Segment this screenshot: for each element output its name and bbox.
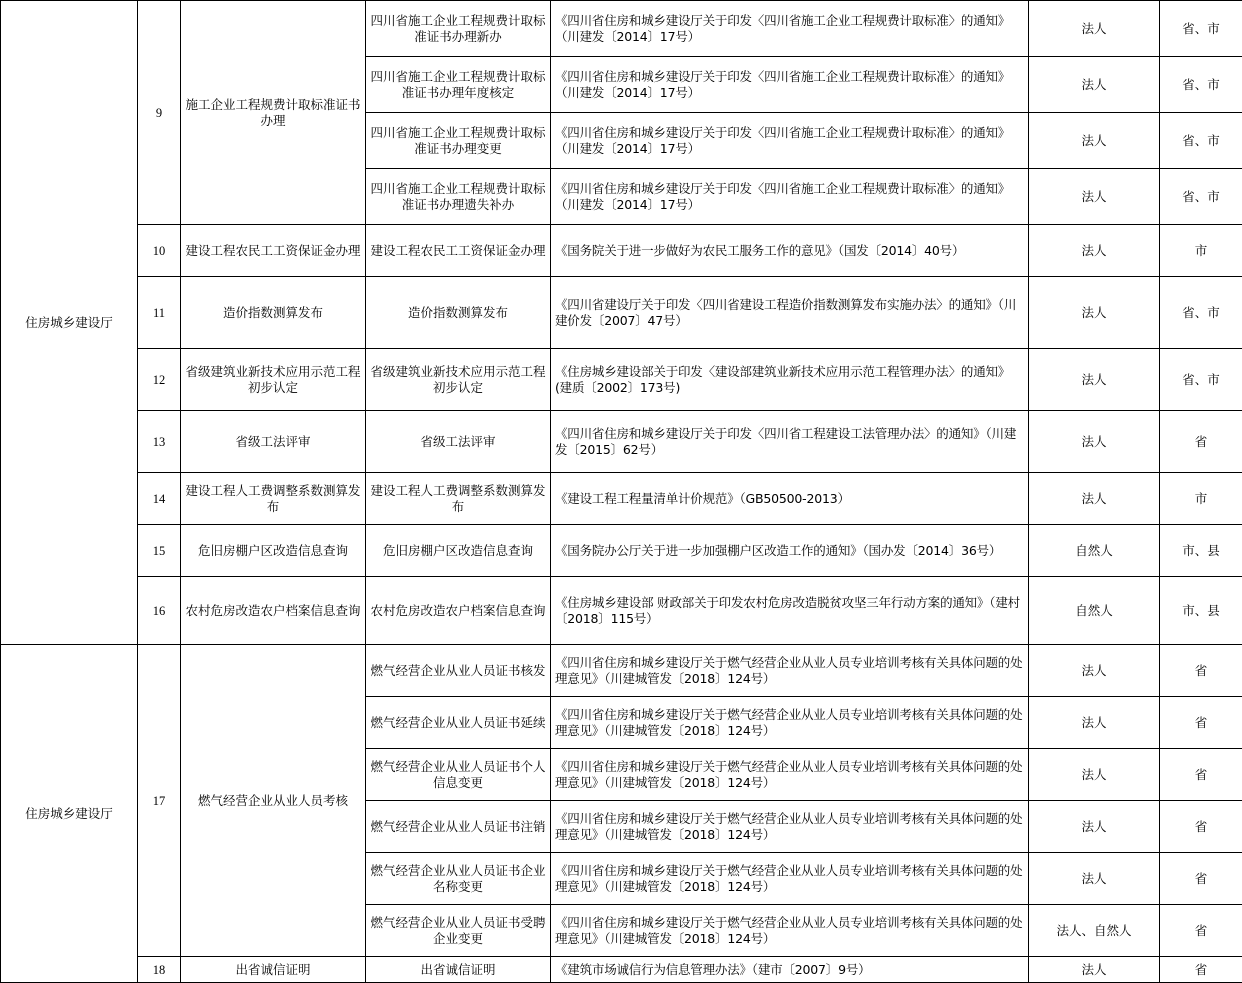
item-name: 建设工程人工费调整系数测算发布 — [181, 473, 366, 525]
table-row — [1, 1, 1242, 57]
item-name: 出省诚信证明 — [181, 957, 366, 983]
item-number: 14 — [138, 473, 181, 525]
service-level: 省 — [1160, 905, 1242, 957]
sub-item-name: 四川省施工企业工程规费计取标准证书办理变更 — [366, 113, 551, 169]
service-level: 省、市 — [1160, 113, 1242, 169]
item-number: 13 — [138, 411, 181, 473]
legal-basis: 《四川省住房和城乡建设厅关于燃气经营企业从业人员专业培训考核有关具体问题的处理意见》（川建城管发〔2018〕124号） — [551, 801, 1029, 853]
table-row — [1, 473, 1242, 525]
department-cell: 住房城乡建设厅 — [1, 1, 138, 645]
sub-item-name: 燃气经营企业从业人员证书延续 — [366, 697, 551, 749]
legal-basis: 《四川省住房和城乡建设厅关于印发〈四川省施工企业工程规费计取标准〉的通知》（川建发〔2014〕17号） — [551, 1, 1029, 57]
table-row — [1, 957, 1242, 983]
legal-basis: 《四川省住房和城乡建设厅关于燃气经营企业从业人员专业培训考核有关具体问题的处理意见》（川建城管发〔2018〕124号） — [551, 697, 1029, 749]
service-level: 省、市 — [1160, 277, 1242, 349]
legal-basis: 《住房城乡建设部 财政部关于印发农村危房改造脱贫攻坚三年行动方案的通知》（建村〔2018〕115号） — [551, 577, 1029, 645]
service-level: 省 — [1160, 645, 1242, 697]
legal-basis: 《建筑市场诚信行为信息管理办法》（建市〔2007〕9号） — [551, 957, 1029, 983]
item-name: 危旧房棚户区改造信息查询 — [181, 525, 366, 577]
sub-item-name: 四川省施工企业工程规费计取标准证书办理遗失补办 — [366, 169, 551, 225]
sub-item-name: 造价指数测算发布 — [366, 277, 551, 349]
sub-item-name: 建设工程农民工工资保证金办理 — [366, 225, 551, 277]
sub-item-name: 燃气经营企业从业人员证书企业名称变更 — [366, 853, 551, 905]
service-object: 法人 — [1029, 113, 1160, 169]
service-object: 法人 — [1029, 57, 1160, 113]
service-level: 省 — [1160, 749, 1242, 801]
legal-basis: 《四川省住房和城乡建设厅关于印发〈四川省施工企业工程规费计取标准〉的通知》（川建发〔2014〕17号） — [551, 57, 1029, 113]
item-name: 燃气经营企业从业人员考核 — [181, 645, 366, 957]
sub-item-name: 四川省施工企业工程规费计取标准证书办理新办 — [366, 1, 551, 57]
legal-basis: 《四川省住房和城乡建设厅关于燃气经营企业从业人员专业培训考核有关具体问题的处理意见》（川建城管发〔2018〕124号） — [551, 905, 1029, 957]
item-name: 农村危房改造农户档案信息查询 — [181, 577, 366, 645]
item-name: 省级建筑业新技术应用示范工程初步认定 — [181, 349, 366, 411]
service-level: 省、市 — [1160, 1, 1242, 57]
sub-item-name: 危旧房棚户区改造信息查询 — [366, 525, 551, 577]
service-object: 自然人 — [1029, 525, 1160, 577]
service-object: 法人 — [1029, 749, 1160, 801]
table-row — [1, 277, 1242, 349]
service-object: 法人 — [1029, 645, 1160, 697]
department-cell: 住房城乡建设厅 — [1, 645, 138, 983]
sub-item-name: 建设工程人工费调整系数测算发布 — [366, 473, 551, 525]
service-level: 省、市 — [1160, 169, 1242, 225]
item-name: 建设工程农民工工资保证金办理 — [181, 225, 366, 277]
legal-basis: 《国务院办公厅关于进一步加强棚户区改造工作的通知》（国办发〔2014〕36号） — [551, 525, 1029, 577]
service-level: 省 — [1160, 801, 1242, 853]
legal-basis: 《四川省住房和城乡建设厅关于燃气经营企业从业人员专业培训考核有关具体问题的处理意见》（川建城管发〔2018〕124号） — [551, 749, 1029, 801]
service-level: 省 — [1160, 957, 1242, 983]
service-object: 法人 — [1029, 697, 1160, 749]
table-row — [1, 349, 1242, 411]
legal-basis: 《四川省住房和城乡建设厅关于印发〈四川省工程建设工法管理办法〉的通知》（川建发〔2015〕62号） — [551, 411, 1029, 473]
legal-basis: 《四川省建设厅关于印发〈四川省建设工程造价指数测算发布实施办法〉的通知》（川建价发〔2007〕47号） — [551, 277, 1029, 349]
legal-basis: 《国务院关于进一步做好为农民工服务工作的意见》（国发〔2014〕40号） — [551, 225, 1029, 277]
service-object: 法人 — [1029, 853, 1160, 905]
item-number: 11 — [138, 277, 181, 349]
item-name: 省级工法评审 — [181, 411, 366, 473]
service-level: 市 — [1160, 225, 1242, 277]
sub-item-name: 燃气经营企业从业人员证书受聘企业变更 — [366, 905, 551, 957]
service-level: 市、县 — [1160, 525, 1242, 577]
item-number: 17 — [138, 645, 181, 957]
service-object: 法人 — [1029, 473, 1160, 525]
service-level: 省、市 — [1160, 57, 1242, 113]
item-name: 造价指数测算发布 — [181, 277, 366, 349]
table-row — [1, 525, 1242, 577]
table-row — [1, 645, 1242, 697]
legal-basis: 《四川省住房和城乡建设厅关于印发〈四川省施工企业工程规费计取标准〉的通知》（川建发〔2014〕17号） — [551, 113, 1029, 169]
service-object: 法人 — [1029, 1, 1160, 57]
item-number: 9 — [138, 1, 181, 225]
item-number: 18 — [138, 957, 181, 983]
service-object: 法人 — [1029, 225, 1160, 277]
service-level: 市、县 — [1160, 577, 1242, 645]
table-row — [1, 411, 1242, 473]
item-name: 施工企业工程规费计取标准证书办理 — [181, 1, 366, 225]
sub-item-name: 燃气经营企业从业人员证书核发 — [366, 645, 551, 697]
service-level: 省 — [1160, 853, 1242, 905]
legal-basis: 《住房城乡建设部关于印发〈建设部建筑业新技术应用示范工程管理办法〉的通知》(建质〔2002〕173号) — [551, 349, 1029, 411]
table-row — [1, 225, 1242, 277]
service-object: 法人 — [1029, 957, 1160, 983]
legal-basis: 《四川省住房和城乡建设厅关于燃气经营企业从业人员专业培训考核有关具体问题的处理意见》（川建城管发〔2018〕124号） — [551, 645, 1029, 697]
legal-basis: 《建设工程工程量清单计价规范》（GB50500-2013） — [551, 473, 1029, 525]
service-object: 法人 — [1029, 349, 1160, 411]
sub-item-name: 出省诚信证明 — [366, 957, 551, 983]
sub-item-name: 省级建筑业新技术应用示范工程初步认定 — [366, 349, 551, 411]
sub-item-name: 燃气经营企业从业人员证书个人信息变更 — [366, 749, 551, 801]
legal-basis: 《四川省住房和城乡建设厅关于印发〈四川省施工企业工程规费计取标准〉的通知》（川建发〔2014〕17号） — [551, 169, 1029, 225]
sub-item-name: 燃气经营企业从业人员证书注销 — [366, 801, 551, 853]
sub-item-name: 农村危房改造农户档案信息查询 — [366, 577, 551, 645]
service-object: 法人 — [1029, 277, 1160, 349]
service-object: 自然人 — [1029, 577, 1160, 645]
item-number: 15 — [138, 525, 181, 577]
item-number: 12 — [138, 349, 181, 411]
service-object: 法人、自然人 — [1029, 905, 1160, 957]
legal-basis: 《四川省住房和城乡建设厅关于燃气经营企业从业人员专业培训考核有关具体问题的处理意见》（川建城管发〔2018〕124号） — [551, 853, 1029, 905]
service-level: 省、市 — [1160, 349, 1242, 411]
service-level: 市 — [1160, 473, 1242, 525]
sub-item-name: 四川省施工企业工程规费计取标准证书办理年度核定 — [366, 57, 551, 113]
service-level: 省 — [1160, 697, 1242, 749]
sub-item-name: 省级工法评审 — [366, 411, 551, 473]
service-level: 省 — [1160, 411, 1242, 473]
service-object: 法人 — [1029, 411, 1160, 473]
table-row — [1, 577, 1242, 645]
item-number: 10 — [138, 225, 181, 277]
item-number: 16 — [138, 577, 181, 645]
service-object: 法人 — [1029, 169, 1160, 225]
service-object: 法人 — [1029, 801, 1160, 853]
